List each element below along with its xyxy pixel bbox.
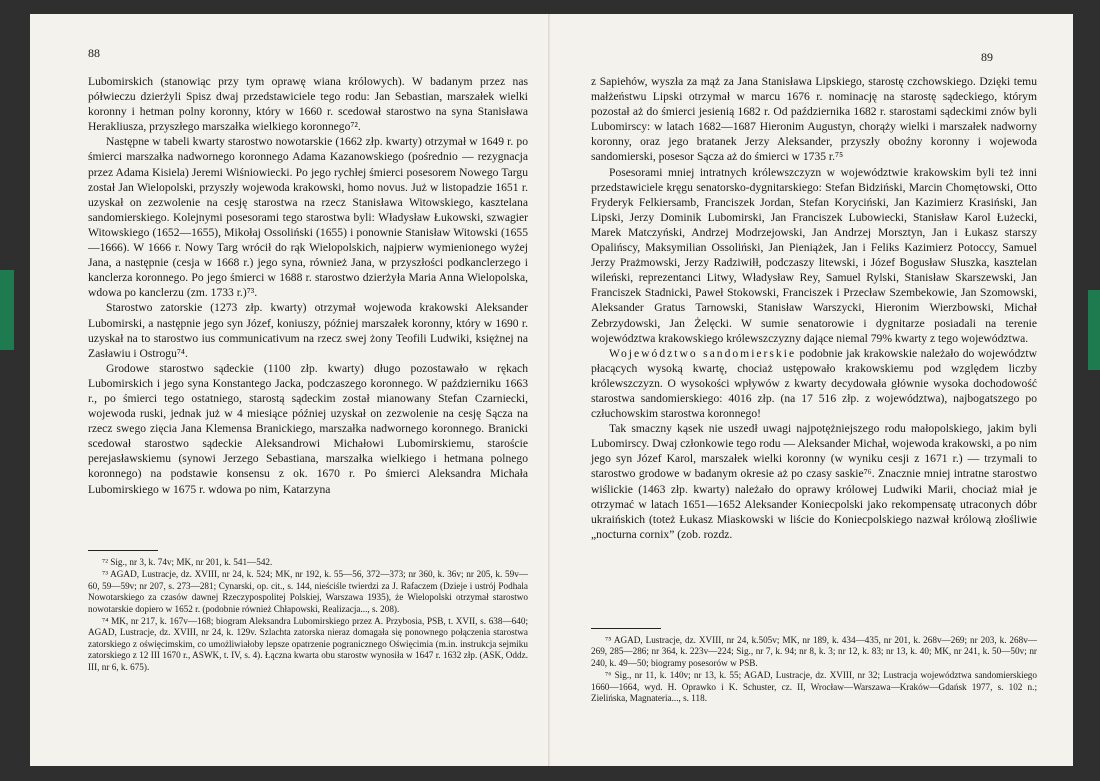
footnote: ⁷⁶ Sig., nr 11, k. 140v; nr 13, k. 55; AGAD, Lustracje, dz. XVIII, nr 32; Lustracja województwa sandomierskiego 1660—1664, wyd. H. Oprawko i K. Schuster, cz. II, Wrocław—Warszawa—Kraków—Gdańsk 1977, s. 102 n.; Zielińska, Magnateria..., s. 118. <box>591 670 1037 704</box>
footnote: ⁷⁵ AGAD, Lustracje, dz. XVIII, nr 24, k.505v; MK, nr 189, k. 434—435, nr 201, k. 268v—269; nr 203, k. 268v—269, 285—286; nr 364, k. 223v—224; Sig., nr 7, k. 94; nr 8, k. 3; nr 12, k. 83; nr 13, k. 40; MK, nr 241, k. 50—50v; nr 240, k. 49—50; biogramy posesorów w PSB. <box>591 635 1037 668</box>
paragraph <box>591 346 1037 421</box>
paragraph-rest: podobnie jak krakowskie należało do województw płacących wysoką kwartę, chociaż ustępowało krakowskiemu pod względem liczby królewszczyzn. O wysokości wpływów z kwarty decydowała głównie wysoka dochodowość starostwa sandomierskiego: 4016 złp. (na 17 516 złp. z województwa), najbogatszego po człuchowskim starostwa koronnego! <box>591 346 1037 421</box>
footnote: ⁷³ AGAD, Lustracje, dz. XVIII, nr 24, k. 524; MK, nr 192, k. 55—56, 372—373; nr 360, k. 36v; nr 205, k. 59v—60, 59—59v; nr 207, s. 273—281; Cynarski, op. cit., s. 144, nieściśle twierdzi za J. Rafaczem (Dzieje i ustrój Podhala Nowotarskiego za czasów dawnej Rzeczypospolitej Polskiej, Warszawa 1935), że Wielopolski otrzymał starostwo nowotarskie dopiero w 1652 r. (podobnie również Chłapowski, Realizacja..., s. 208). <box>88 569 528 614</box>
paragraph: Tak smaczny kąsek nie uszedł uwagi najpotężniejszego rodu małopolskiego, jakim byli Lubomirscy. Dwaj członkowie tego rodu — Aleksander Michał, wojewoda krakowski, a po nim jego syn Józef Karol, marszałek wielki koronny (w wyniku cesji z 1671 r.) — trzymali to starostwo grodowe w badanym okresie aż po czasy saskie⁷⁶. Znacznie mniej intratne starostwo wiślickie (1463 złp. kwarty) należało do oprawy królowej Ludwiki Marii, chociaż miał je otrzymać w latach 1651—1652 Aleksander Koniecpolski jako rekompensatę utraconych dóbr ukraińskich (toteż Łukasz Miaskowski w liście do Koniecpolskiego nazwał królową złośliwie „nocturna cornix” (zob. rozdz. <box>591 422 1037 541</box>
paragraph: Lubomirskich (stanowiąc przy tym oprawę wiana królowych). W badanym przez nas półwieczu dzierżyli Spisz dwaj przedstawiciele tego rodu: Jan Sebastian, marszałek wielki koronny i hetman polny koronny, który w 1660 r. scedował starostwo na syna Stanisława Herakliusza, przyszłego marszałka wielkiego koronnego⁷². <box>88 75 528 134</box>
paragraph: Posesorami mniej intratnych królewszczyzn w województwie krakowskim byli też inni przedstawiciele kręgu senatorsko-dygnitarskiego: Stefan Bidziński, Marcin Chomętowski, Otto Fryderyk Felkiersamb, Franciszek Jordan, Stefan Koryciński, Jan Kazimierz Krasiński, Jan Lipski, Jerzy Dominik Lubomirski, Jan Franciszek Lubowiecki, Stanisław Karol Łużecki, Marek Matczyński, Andrzej Modrzejowski, Jan Andrzej Morsztyn, Jan i Łukasz starszy Opalińscy, Maksymilian Ossoliński, Jan Pieniążek, Jan i Feliks Kazimierz Potoccy, Samuel Jerzy Prażmowski, Jerzy Radziwiłł, podczaszy litewski, i Józef Bogusław Słuszka, kasztelan wileński, reprezentanci Litwy, Władysław Rey, Samuel Rylski, Stanisław Skarszewski, Jan Franciszek Stadnicki, Paweł Stokowski, Franciszek i Przecław Szembekowie, Jan Szomowski, Aleksander Gratus Tarnowski, Stanisław Warszycki, Hieronim Wierzbowski, Michał Zebrzydowski, Jan Żelęcki. W sumie senatorowie i dygnitarze posiadali na terenie województwa krakowskiego królewszczyzny dające niemal 79% kwarty z tego województwa. <box>591 165 1037 345</box>
right-page-body <box>591 74 1037 542</box>
left-edge-tab <box>0 270 14 350</box>
footnote: ⁷⁴ MK, nr 217, k. 167v—168; biogram Aleksandra Lubomirskiego przez A. Przybosia, PSB, t. XVII, s. 638—640; AGAD, Lustracje, dz. XVIII, nr 24, k. 129v. Szlachta zatorska nieraz domagała się ponownego połączenia starostwa zatorskiego z oświęcimskim, co umożliwiałoby lepsze opatrzenie pogranicznego Oświęcimia (m.in. instrukcja sejmiku zatorskiego z 12 III 1670 r., ASWK, t. IV, s. 4). Łączna kwarta obu starostw wynosiła w 1647 r. 1632 złp. (ASK, Oddz. III, nr 6, k. 675). <box>88 616 528 672</box>
right-page <box>551 14 1073 766</box>
left-page-body <box>88 74 528 497</box>
paragraph: Następne w tabeli kwarty starostwo nowotarskie (1662 złp. kwarty) otrzymał w 1649 r. po śmierci marszałka nadwornego koronnego Adama Kazanowskiego (pośrednio — rezygnacja przez Adama Kisiela) Jeremi Wiśniowiecki. Po jego rychłej śmierci posesorem Nowego Targu został Jan Wielopolski, przyszły wojewoda krakowski, homo novus. Już w listopadzie 1651 r. uzyskał on zezwolenie na cesję starostwa na rzecz Stanisława Witowskiego, kasztelana sandomierskiego. Kolejnymi posesorami tego starostwa byli: Władysław Łukowski, szwagier Witowskiego (1652—1655), Mikołaj Ossoliński (1655) i ponownie Stanisław Witowski (1655—1666). W 1666 r. Nowy Targ wrócił do rąk Wielopolskich, najpierw wymienionego wyżej Jana, a następnie (cesja w 1668 r.) jego syna, również Jana, w przyszłości podkanclerzego i kanclerza koronnego. Po jego śmierci w 1688 r. starostwo dzierżyła Maria Anna Wielopolska, wdowa po kanclerzu (zm. 1733 r.)⁷³. <box>88 135 528 300</box>
paragraph: z Sapiehów, wyszła za mąż za Jana Stanisława Lipskiego, starostę czchowskiego. Dzięki temu małżeństwu Lipski otrzymał w marcu 1676 r. nominację na starostę sądeckiego, którym pozostał aż do śmierci jesienią 1682 r. Od października 1682 r. starostami sądeckimi znów byli Lubomirscy: w latach 1682—1687 Hieronim Augustyn, chorąży wielki i marszałek nadworny koronny, oraz jego bratanek Jerzy Aleksander, przyszły oboźny koronny i wojewoda sandomierski, posesor Sącza aż do śmierci w 1735 r.⁷⁵ <box>591 75 1037 164</box>
page-number-left: 88 <box>88 46 100 60</box>
footnote: ⁷² Sig., nr 3, k. 74v; MK, nr 201, k. 541—542. <box>102 557 273 567</box>
spaced-heading: Województwo sandomierskie <box>609 346 797 360</box>
paragraph: Starostwo zatorskie (1273 złp. kwarty) otrzymał wojewoda krakowski Aleksander Lubomirski, a następnie jego syn Józef, koniuszy, później marszałek koronny, który w 1690 r. uzyskał na to starostwo ius communicativum na rzecz swej żony Teofili Ludwiki, księżnej na Zasławiu i Ostrogu⁷⁴. <box>88 301 528 360</box>
right-edge-tab <box>1088 290 1100 370</box>
page-number-right: 89 <box>981 50 993 64</box>
paragraph: Grodowe starostwo sądeckie (1100 złp. kwarty) długo pozostawało w rękach Lubomirskich i jego syna Konstantego Jacka, podczaszego koronnego. W październiku 1663 r., po śmierci tego ostatniego, starostą sądeckim został mianowany Stefan Czarniecki, wojewoda ruski, jednak już w 4 miesiące później uzyskał on zezwolenie na cesję Sącza na rzecz swego zięcia Jana Klemensa Branickiego, marszałka nadwornego koronnego. Branicki scedował starostwo sądeckie Aleksandrowi Michałowi Lubomirskiemu, staroście perejasławskiemu (synowi Jerzego Sebastiana, marszałka wielkiego i hetmana polnego koronnego) na podstawie konsensu z ok. 1670 r. Po śmierci Aleksandra Michała Lubomirskiego w 1675 r. wdowa po nim, Katarzyna <box>88 361 528 496</box>
footnote-rule <box>591 628 661 629</box>
left-page <box>30 14 551 766</box>
left-footnotes <box>88 550 528 674</box>
footnote-rule <box>88 550 158 551</box>
right-footnotes <box>591 628 1037 705</box>
